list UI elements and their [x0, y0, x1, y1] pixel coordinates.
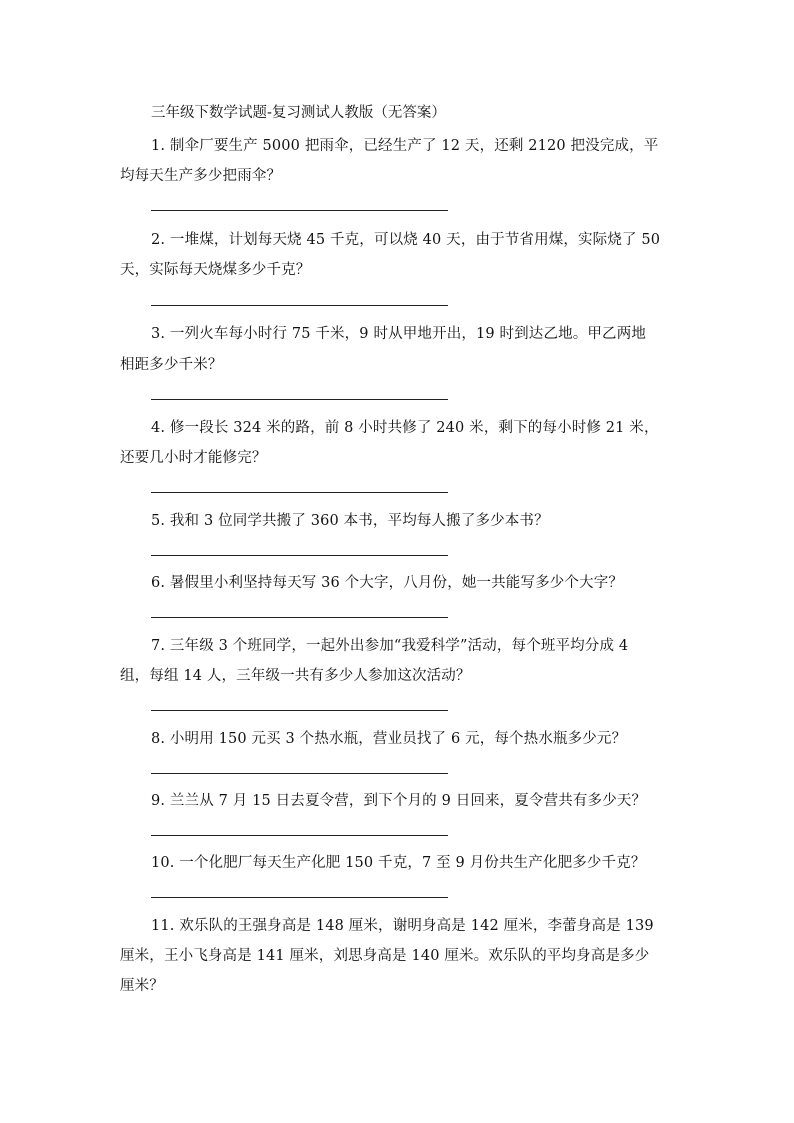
question-10-line-1: 10. 一个化肥厂每天生产化肥 150 千克，7 至 9 月份共生产化肥多少千克？: [151, 855, 646, 871]
question-2-line-1: 2. 一堆煤，计划每天烧 45 千克，可以烧 40 天，由于节省用煤，实际烧了 50: [151, 232, 661, 248]
question-8-answer-line: [151, 773, 448, 774]
question-6-answer-line: [151, 617, 448, 618]
question-9-answer-line: [151, 835, 448, 836]
question-5-answer-line: [151, 555, 448, 556]
question-1-line-1: 1. 制伞厂要生产 5000 把雨伞，已经生产了 12 天，还剩 2120 把没完成，平: [151, 138, 659, 154]
question-2-line-2: 天，实际每天烧煤多少千克？: [120, 262, 311, 278]
question-11-line-3: 厘米？: [120, 978, 164, 994]
question-10-answer-line: [151, 897, 448, 898]
question-6-line-1: 6. 暑假里小利坚持每天写 36 个大字，八月份，她一共能写多少个大字？: [151, 575, 624, 591]
question-7-answer-line: [151, 710, 448, 711]
question-7-line-1: 7. 三年级 3 个班同学，一起外出参加“我爱科学”活动，每个班平均分成 4: [151, 638, 629, 654]
question-9-line-1: 9. 兰兰从 7 月 15 日去夏令营，到下个月的 9 日回来，夏令营共有多少天？: [151, 793, 647, 809]
question-4-answer-line: [151, 492, 448, 493]
question-1-answer-line: [151, 210, 448, 211]
question-4-line-2: 还要几小时才能修完？: [120, 450, 267, 466]
question-8-line-1: 8. 小明用 150 元买 3 个热水瓶，营业员找了 6 元，每个热水瓶多少元？: [151, 731, 627, 747]
question-11-line-2: 厘米，王小飞身高是 141 厘米，刘思身高是 140 厘米。欢乐队的平均身高是多少: [120, 948, 650, 964]
question-3-line-1: 3. 一列火车每小时行 75 千米，9 时从甲地开出，19 时到达乙地。甲乙两地: [151, 326, 647, 342]
question-5-line-1: 5. 我和 3 位同学共搬了 360 本书，平均每人搬了多少本书？: [151, 513, 549, 529]
question-11-line-1: 11. 欢乐队的王强身高是 148 厘米，谢明身高是 142 厘米，李蕾身高是 139: [151, 918, 654, 934]
question-1-line-2: 均每天生产多少把雨伞？: [120, 168, 282, 184]
question-4-line-1: 4. 修一段长 324 米的路，前 8 小时共修了 240 米，剩下的每小时修 21 米，: [151, 420, 659, 436]
question-3-line-2: 相距多少千米？: [120, 357, 223, 373]
question-3-answer-line: [151, 399, 448, 400]
question-7-line-2: 组，每组 14 人，三年级一共有多少人参加这次活动？: [120, 668, 471, 684]
question-2-answer-line: [151, 305, 448, 306]
document-title: 三年级下数学试题-复习测试人教版（无答案）: [151, 105, 446, 121]
